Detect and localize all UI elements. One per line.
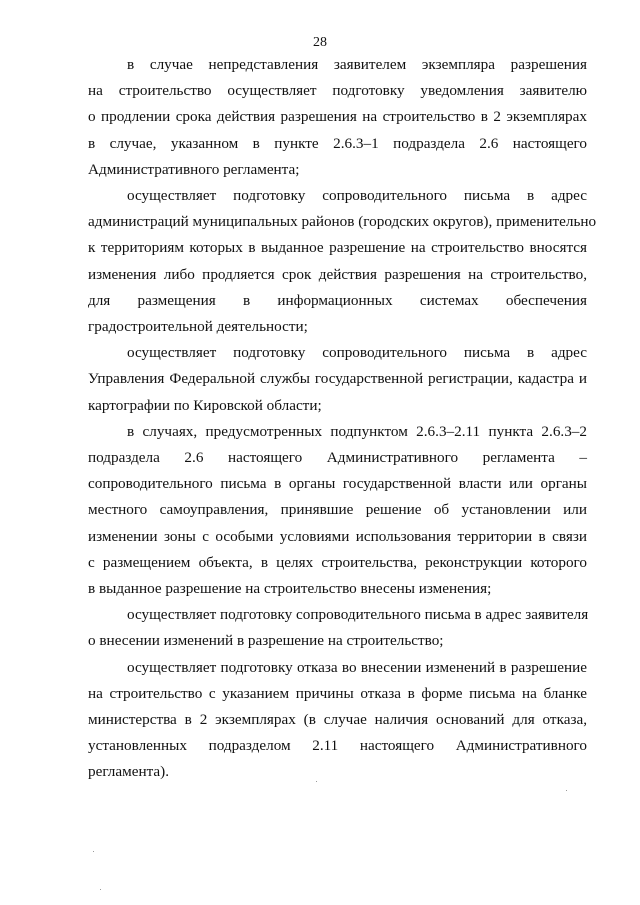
text-line: на строительство осуществляет подготовку уведомления заявителю bbox=[88, 82, 587, 100]
paragraph-3 bbox=[88, 340, 587, 419]
scan-speck bbox=[316, 781, 317, 782]
text-line: в случае непредставления заявителем экземпляра разрешения bbox=[127, 56, 587, 73]
text-line: Управления Федеральной службы государственной регистрации, кадастра и bbox=[88, 370, 587, 388]
text-line: к территориям которых в выданное разрешение на строительство вносятся bbox=[88, 239, 587, 257]
page-number: 28 bbox=[313, 35, 327, 50]
text-line: в выданное разрешение на строительство внесены изменения; bbox=[88, 580, 492, 598]
text-line: регламента). bbox=[88, 763, 170, 781]
text-line: местного самоуправления, принявшие решение об установлении или bbox=[88, 501, 587, 519]
text-line: сопроводительного письма в органы государственной власти или органы bbox=[88, 475, 587, 493]
text-line: осуществляет подготовку отказа во внесении изменений в разрешение bbox=[127, 658, 587, 676]
text-line: изменении зоны с особыми условиями использования территории в связи bbox=[88, 527, 587, 545]
text-line: Административного регламента; bbox=[88, 160, 300, 178]
scan-speck bbox=[100, 889, 101, 890]
text-line: градостроительной деятельности; bbox=[88, 318, 308, 336]
text-line: администраций муниципальных районов (городских округов), применительно bbox=[88, 213, 597, 231]
text-line: подраздела 2.6 настоящего Административного регламента – bbox=[88, 449, 587, 467]
text-line: в случае, указанном в пункте 2.6.3–1 подраздела 2.6 настоящего bbox=[88, 134, 587, 152]
text-line: в случаях, предусмотренных подпунктом 2.6.3–2.11 пункта 2.6.3–2 bbox=[127, 422, 587, 440]
text-line: картографии по Кировской области; bbox=[88, 396, 322, 414]
text-line: установленных подразделом 2.11 настоящего Административного bbox=[88, 737, 587, 755]
document-body bbox=[88, 52, 597, 786]
text-line: осуществляет подготовку сопроводительного письма в адрес bbox=[127, 187, 587, 205]
paragraph-6 bbox=[88, 655, 587, 786]
paragraph-1 bbox=[88, 52, 587, 183]
text-line: о продлении срока действия разрешения на строительство в 2 экземплярах bbox=[88, 108, 587, 126]
text-line: осуществляет подготовку сопроводительного письма в адрес bbox=[127, 344, 587, 362]
text-line: осуществляет подготовку сопроводительного письма в адрес заявителя bbox=[127, 606, 589, 624]
scan-speck bbox=[93, 851, 94, 852]
scan-speck bbox=[566, 790, 567, 791]
text-line: министерства в 2 экземплярах (в случае наличия оснований для отказа, bbox=[88, 711, 587, 729]
paragraph-5 bbox=[88, 602, 587, 654]
text-line: изменения либо продляется срок действия разрешения на строительство, bbox=[88, 265, 587, 283]
paragraph-4 bbox=[88, 419, 587, 602]
text-line: с размещением объекта, в целях строительства, реконструкции которого bbox=[88, 553, 587, 571]
text-line: на строительство с указанием причины отказа в форме письма на бланке bbox=[88, 684, 587, 702]
paragraph-2 bbox=[88, 183, 597, 340]
text-line: для размещения в информационных системах обеспечения bbox=[88, 291, 587, 309]
text-line: о внесении изменений в разрешение на строительство; bbox=[88, 632, 444, 650]
